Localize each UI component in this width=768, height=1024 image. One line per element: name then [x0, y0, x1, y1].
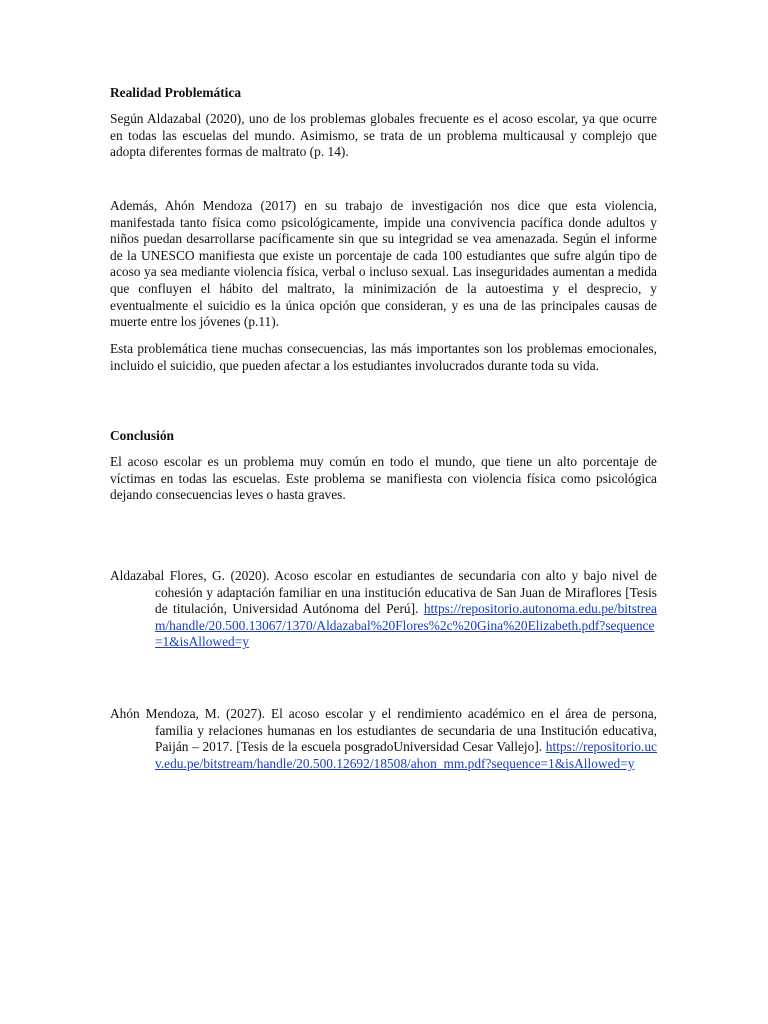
heading-conclusion: Conclusión — [110, 428, 174, 443]
reference-ahon-text: Ahón Mendoza, M. (2027). El acoso escolar y el rendimiento académico en el área de persona, familia y relaciones humanas en los estudiantes de secundaria de una Institución educativa, Paiján – 2017. [Tesis de la escuela posgradoUniversidad Cesar Vallejo]. — [110, 706, 657, 755]
paragraph-realidad-3: Esta problemática tiene muchas consecuencias, las más importantes son los problemas emocionales, incluido el suicidio, que pueden afectar a los estudiantes involucrados durante toda su vida. — [110, 341, 657, 373]
paragraph-conclusion: El acoso escolar es un problema muy común en todo el mundo, que tiene un alto porcentaje de víctimas en todas las escuelas. Este problema se manifiesta con violencia física como psicológica dejando consecuencias leves o hasta graves. — [110, 454, 657, 503]
reference-aldazabal — [110, 568, 657, 651]
paragraph-realidad-2: Además, Ahón Mendoza (2017) en su trabajo de investigación nos dice que esta violencia, manifestada tanto física como psicológicamente, impide una convivencia pacífica donde adultos y niños puedan desarrollarse pacíficamente sin que su integridad se vea amenazada. Según el informe de la UNESCO manifiesta que existe un porcentaje de cada 100 estudiantes que sufre algún tipo de acoso ya sea mediante violencia física, verbal o incluso sexual. Las inseguridades aumentan a medida que confluyen el hábito del maltrato, la minimización de la autoestima y el desprecio, y eventualmente el suicidio es la única opción que consideran, y es una de las principales causas de muerte entre los jóvenes (p.11). — [110, 198, 657, 330]
reference-ahon — [110, 706, 657, 772]
reference-ahon-link[interactable]: https://repositorio.ucv.edu.pe/bitstream/handle/20.500.12692/18508/ahon_mm.pdf?sequence=1&isAllowed=y — [155, 739, 657, 771]
reference-aldazabal-text: Aldazabal Flores, G. (2020). Acoso escolar en estudiantes de secundaria con alto y bajo nivel de cohesión y adaptación familiar en una institución educativa de San Juan de Miraflores [Tesis de titulación, Universidad Autónoma del Perú]. — [110, 568, 657, 617]
heading-realidad-problematica: Realidad Problemática — [110, 85, 242, 100]
reference-aldazabal-link[interactable]: https://repositorio.autonoma.edu.pe/bitstream/handle/20.500.13067/1370/Aldazabal%20Flores%2c%20Gina%20Elizabeth.pdf?sequence=1&isAllowed=y — [155, 601, 657, 650]
paragraph-realidad-1: Según Aldazabal (2020), uno de los problemas globales frecuente es el acoso escolar, ya que ocurre en todas las escuelas del mundo. Asimismo, se trata de un problema multicausal y complejo que adopta diferentes formas de maltrato (p. 14). — [110, 111, 657, 160]
